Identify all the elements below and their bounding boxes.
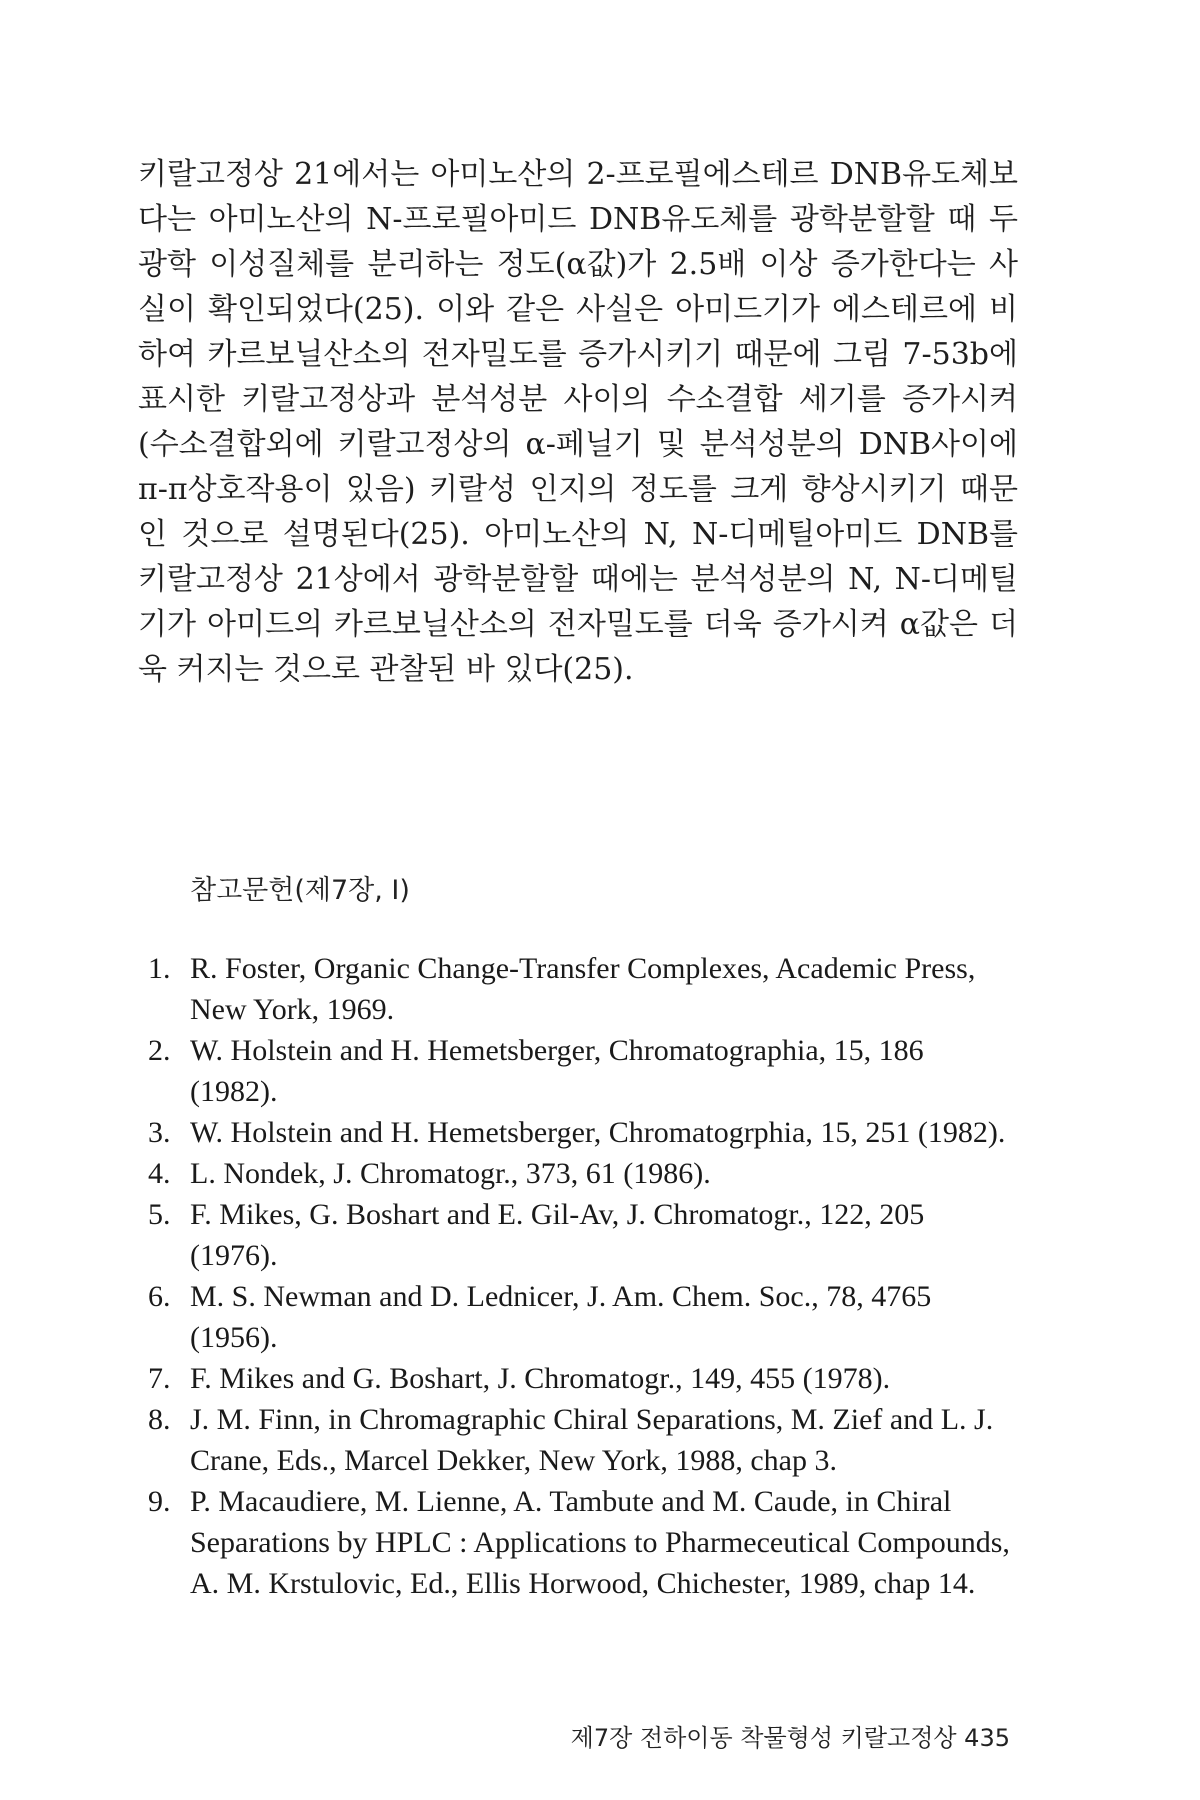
reference-text: P. Macaudiere, M. Lienne, A. Tambute and M. Caude, in Chiral Separations by HPLC : Applications to Pharmeceutical Compounds, A. M. Krstulovic, Ed., Ellis Horwood, Chichester, 1989, chap 14.	[190, 1485, 1010, 1600]
references-heading: 참고문헌(제7장, I)	[190, 875, 410, 906]
reference-number: 9.	[148, 1485, 171, 1518]
reference-text: W. Holstein and H. Hemetsberger, Chromatographia, 15, 186 (1982).	[190, 1034, 924, 1108]
reference-text: L. Nondek, J. Chromatogr., 373, 61 (1986).	[190, 1157, 711, 1190]
reference-item	[148, 1276, 1018, 1358]
reference-item	[148, 1399, 1018, 1481]
reference-item	[148, 1153, 1018, 1194]
reference-text: F. Mikes and G. Boshart, J. Chromatogr., 149, 455 (1978).	[190, 1362, 891, 1395]
reference-list	[148, 948, 1018, 1604]
body-text	[138, 152, 1018, 692]
reference-item	[148, 1194, 1018, 1276]
reference-number: 3.	[148, 1116, 171, 1149]
reference-item	[148, 1481, 1018, 1604]
reference-number: 4.	[148, 1157, 171, 1190]
reference-number: 5.	[148, 1198, 171, 1231]
reference-text: M. S. Newman and D. Lednicer, J. Am. Chem. Soc., 78, 4765 (1956).	[190, 1280, 932, 1354]
body-paragraph: 키랄고정상 21에서는 아미노산의 2-프로필에스테르 DNB유도체보다는 아미노산의 N-프로필아미드 DNB유도체를 광학분할할 때 두 광학 이성질체를 분리하는 정도(α값)가 2.5배 이상 증가한다는 사실이 확인되었다(25). 이와 같은 사실은 아미드기가 에스테르에 비하여 카르보닐산소의 전자밀도를 증가시키기 때문에 그림 7-53b에 표시한 키랄고정상과 분석성분 사이의 수소결합 세기를 증가시켜(수소결합외에 키랄고정상의 α-페닐기 및 분석성분의 DNB사이에 π-π상호작용이 있음) 키랄성 인지의 정도를 크게 향상시키기 때문인 것으로 설명된다(25). 아미노산의 N, N-디메틸아미드 DNB를 키랄고정상 21상에서 광학분할할 때에는 분석성분의 N, N-디메틸기가 아미드의 카르보닐산소의 전자밀도를 더욱 증가시켜 α값은 더욱 커지는 것으로 관찰된 바 있다(25).	[138, 157, 1018, 687]
reference-text: R. Foster, Organic Change-Transfer Complexes, Academic Press, New York, 1969.	[190, 952, 976, 1026]
reference-number: 8.	[148, 1403, 171, 1436]
reference-item	[148, 1112, 1018, 1153]
reference-number: 2.	[148, 1034, 171, 1067]
reference-number: 6.	[148, 1280, 171, 1313]
reference-text: F. Mikes, G. Boshart and E. Gil-Av, J. Chromatogr., 122, 205 (1976).	[190, 1198, 925, 1272]
reference-item	[148, 948, 1018, 1030]
reference-text: J. M. Finn, in Chromagraphic Chiral Separations, M. Zief and L. J. Crane, Eds., Marcel Dekker, New York, 1988, chap 3.	[190, 1403, 994, 1477]
reference-number: 1.	[148, 952, 171, 985]
reference-number: 7.	[148, 1362, 171, 1395]
reference-text: W. Holstein and H. Hemetsberger, Chromatogrphia, 15, 251 (1982).	[190, 1116, 1006, 1149]
page-footer: 제7장 전하이동 착물형성 키랄고정상 435	[570, 1724, 1010, 1752]
reference-item	[148, 1030, 1018, 1112]
reference-item	[148, 1358, 1018, 1399]
